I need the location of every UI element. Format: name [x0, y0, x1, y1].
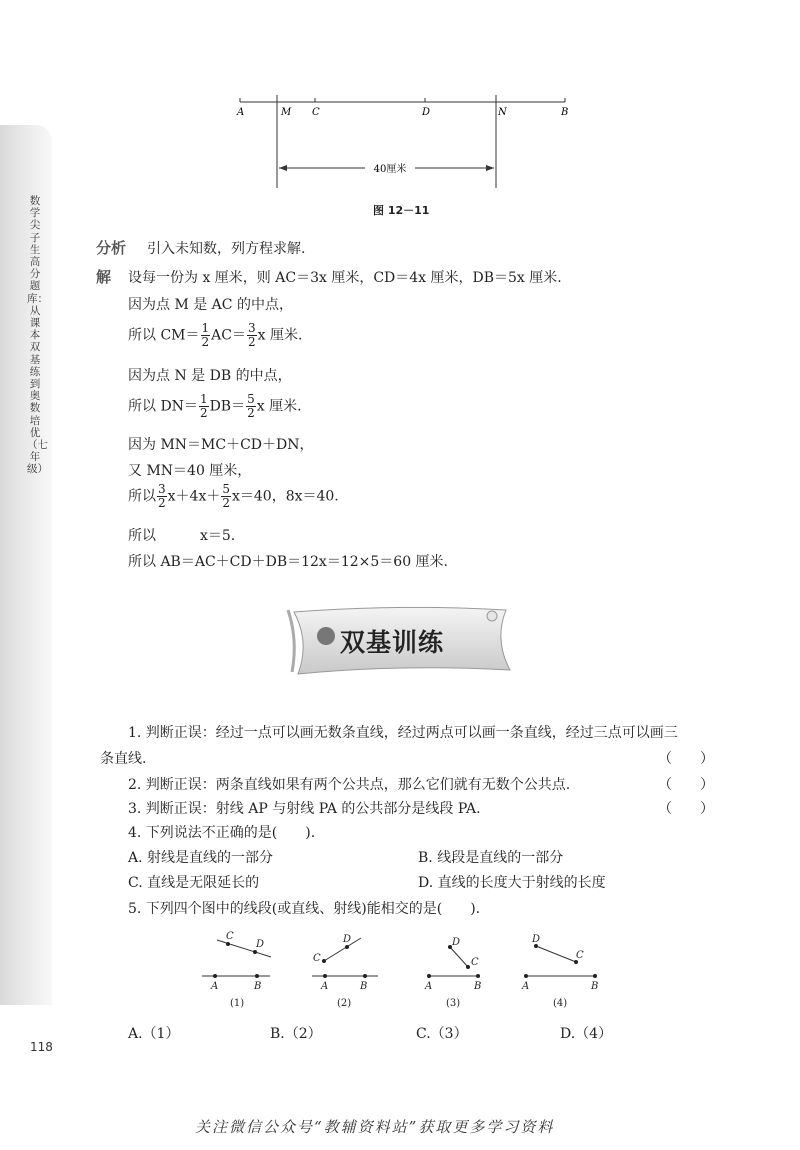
point-dot [322, 959, 326, 963]
q5-figure-4 [521, 934, 598, 1009]
solution-line-5: 所以 DN＝ $\frac{1}{2}$ DB＝ $\frac{5}{2}$ x 厘米. [128, 392, 302, 420]
q5-option-b: B.（2） [270, 1026, 322, 1042]
point-label-d: D [422, 107, 431, 118]
svg-text:B: B [474, 981, 482, 992]
point-dot [363, 974, 367, 978]
q4-option-b: B. 线段是直线的一部分 [418, 850, 564, 866]
svg-text:(4): (4) [553, 998, 568, 1009]
solution-line-7: 又 MN＝40 厘米， [128, 463, 252, 479]
q5-figure-3 [424, 937, 481, 1009]
q4-option-a: A. 射线是直线的一部分 [128, 850, 274, 866]
fraction-5-2: $\frac{5}{2}$ [247, 392, 255, 420]
solution-line-1: 设每一份为 x 厘米，则 AC＝3x 厘米，CD＝4x 厘米，DB＝5x 厘米. [128, 270, 562, 286]
point-dot [466, 965, 470, 969]
fraction-1-2: $\frac{1}{2}$ [201, 321, 210, 349]
svg-text:C: C [576, 950, 584, 961]
q5-option-c: C.（3） [416, 1026, 468, 1042]
solution-label: 解 [96, 268, 112, 286]
q4-option-c: C. 直线是无限延长的 [128, 875, 260, 891]
page-number: 118 [30, 1040, 53, 1054]
point-dot [524, 974, 528, 978]
svg-text:B: B [360, 981, 368, 992]
svg-text:A: A [321, 981, 329, 992]
fraction-3-2: $\frac{3}{2}$ [158, 482, 166, 510]
arrow-left-icon [279, 165, 287, 171]
svg-text:C: C [313, 953, 321, 964]
svg-text:A: A [425, 981, 433, 992]
bullet-icon [317, 627, 335, 645]
section-title: 双基训练 [340, 628, 445, 657]
svg-text:(3): (3) [446, 998, 461, 1009]
q1-line1: 1. 判断正误：经过一点可以画无数条直线，经过两点可以画一条直线，经过三点可以画三 [128, 725, 678, 741]
side-tab [0, 125, 52, 1005]
q3-answer-box[interactable]: （ ） [658, 801, 714, 817]
svg-text:D: D [343, 934, 352, 945]
svg-text:(2): (2) [337, 998, 352, 1009]
point-dot [226, 942, 230, 946]
fraction-3-2: $\frac{3}{2}$ [247, 321, 256, 349]
point-label-a: A [237, 107, 245, 118]
solution-line-10: 所以 AB＝AC＋CD＋DB＝12x＝12×5＝60 厘米. [128, 554, 448, 570]
svg-text:D: D [452, 937, 461, 948]
analysis-text: 引入未知数，列方程求解. [147, 241, 306, 257]
q2: 2. 判断正误：两条直线如果有两个公共点，那么它们就有无数个公共点. [128, 777, 571, 793]
q1-answer-box[interactable]: （ ） [658, 751, 714, 767]
q5-figures [195, 925, 625, 1015]
solution-line-3: 所以 CM＝ $\frac{1}{2}$ AC＝ $\frac{3}{2}$ x 厘米. [128, 321, 303, 349]
point-label-c: C [312, 107, 320, 118]
svg-text:D: D [532, 934, 541, 945]
dimension-label: 40厘米 [373, 164, 407, 175]
point-dot [593, 974, 597, 978]
point-label-m: M [281, 107, 292, 118]
q4: 4. 下列说法不正确的是( ). [128, 825, 316, 841]
q5-figure-2 [312, 934, 378, 1009]
q1-line2: 条直线. [100, 751, 147, 767]
q5-option-a: A.（1） [128, 1026, 180, 1042]
point-dot [476, 974, 480, 978]
fraction-5-2: $\frac{5}{2}$ [222, 482, 230, 510]
solution-line-6: 因为 MN＝MC＋CD＋DN， [128, 437, 314, 453]
point-dot [345, 945, 349, 949]
q5-figure-1 [202, 931, 271, 1009]
figure-caption: 图 12－11 [373, 204, 430, 217]
svg-text:C: C [226, 931, 234, 942]
point-dot [213, 974, 217, 978]
book-title-vertical: 数学尖子生高分题库：从课本双基练到奥数培优（七年级） [27, 195, 48, 476]
svg-text:(1): (1) [230, 998, 245, 1009]
q5: 5. 下列四个图中的线段(或直线、射线)能相交的是( ). [128, 901, 481, 917]
svg-text:C: C [471, 957, 479, 968]
solution-line-9: 所以 x＝5. [128, 528, 236, 544]
solution-line-4: 因为点 N 是 DB 的中点， [128, 368, 292, 384]
q3: 3. 判断正误：射线 AP 与射线 PA 的公共部分是线段 PA. [128, 801, 481, 817]
svg-text:A: A [522, 981, 530, 992]
q5-option-d: D.（4） [560, 1026, 613, 1042]
solution-line-8: 所以 $\frac{3}{2}$ x＋4x＋ $\frac{5}{2}$ x＝40，8x＝40. [128, 482, 339, 510]
svg-text:B: B [591, 981, 599, 992]
fraction-1-2: $\frac{1}{2}$ [199, 392, 208, 420]
svg-text:B: B [254, 981, 262, 992]
q2-answer-box[interactable]: （ ） [658, 777, 714, 793]
point-dot [323, 974, 327, 978]
point-dot [255, 974, 259, 978]
point-dot [427, 974, 431, 978]
svg-text:D: D [256, 939, 265, 950]
point-dot [253, 950, 257, 954]
arrow-right-icon [486, 165, 494, 171]
point-label-n: N [498, 107, 507, 118]
figure-12-11 [225, 90, 585, 220]
svg-text:A: A [211, 981, 219, 992]
analysis-label: 分析 [96, 239, 127, 257]
q4-option-d: D. 直线的长度大于射线的长度 [418, 875, 606, 891]
point-label-b: B [561, 107, 569, 118]
solution-line-2: 因为点 M 是 AC 的中点， [128, 297, 293, 313]
footer-note: 关注微信公众号“教辅资料站”获取更多学习资料 [195, 1118, 555, 1136]
